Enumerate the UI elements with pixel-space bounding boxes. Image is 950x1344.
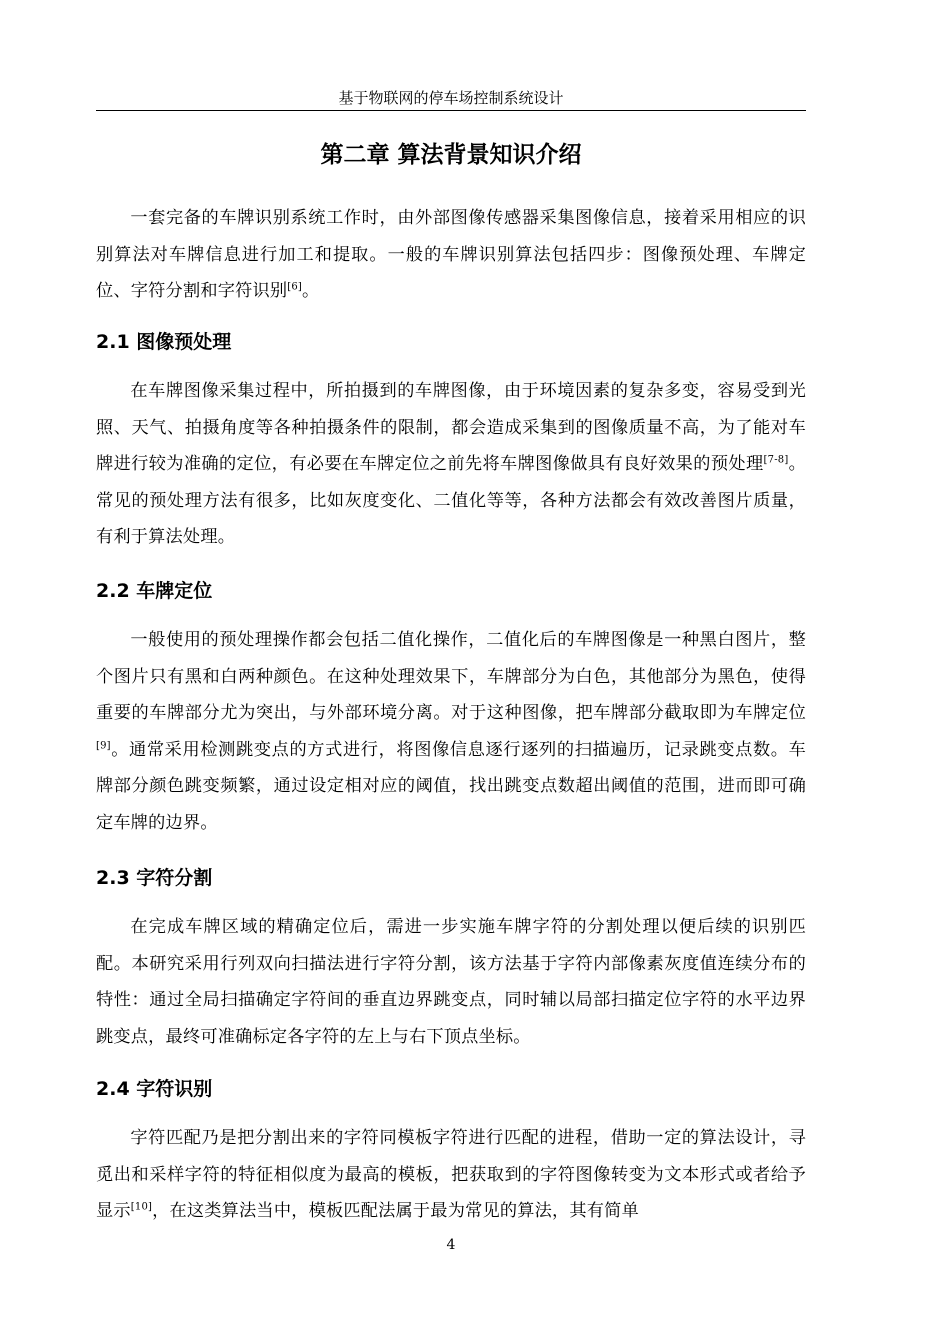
running-header: 基于物联网的停车场控制系统设计 [338,89,564,107]
paragraph-text: 在车牌图像采集过程中，所拍摄到的车牌图像，由于环境因素的复杂多变，容易受到光照、天气、拍摄角度等各种拍摄条件的限制，都会造成采集到的图像质量不高，为了能对车牌进行较为准确的定位，有必要在车牌定位之前先将车牌图像做具有良好效果的预处理 [96,381,806,474]
chapter-title: 第二章 算法背景知识介绍 [320,142,582,168]
intro-tail: 。 [302,281,320,301]
paragraph-text: 一般使用的预处理操作都会包括二值化操作，二值化后的车牌图像是一种黑白图片，整个图片只有黑和白两种颜色。在这种处理效果下，车牌部分为白色，其他部分为黑色，使得重要的车牌部分尤为突出，与外部环境分离。对于这种图像，把车牌部分截取即为车牌定位 [96,630,806,723]
paragraph-text: 在完成车牌区域的精确定位后，需进一步实施车牌字符的分割处理以便后续的识别匹配。本研究采用行列双向扫描法进行字符分割，该方法基于字符内部像素灰度值连续分布的特性：通过全局扫描确定字符间的垂直边界跳变点，同时辅以局部扫描定位字符的水平边界跳变点，最终可准确标定各字符的左上与右下顶点坐标。 [96,917,806,1047]
citation: [7-8] [763,454,789,466]
paragraph-tail: 。常见的预处理方法有很多，比如灰度变化、二值化等等，各种方法都会有效改善图片质量，有利于算法处理。 [96,454,807,547]
section-2-1-paragraph [96,373,806,556]
section-2-4-paragraph [96,1120,806,1230]
section-heading-2-4: 2.4 字符识别 [96,1078,213,1100]
section-heading-2-3: 2.3 字符分割 [96,867,213,889]
page-number: 4 [446,1237,456,1253]
paragraph-text: 字符匹配乃是把分割出来的字符同模板字符进行匹配的进程，借助一定的算法设计，寻觅出和采样字符的特征相似度为最高的模板，把获取到的字符图像转变为文本形式或者给予显示 [96,1128,806,1221]
intro-text: 一套完备的车牌识别系统工作时，由外部图像传感器采集图像信息，接着采用相应的识别算法对车牌信息进行加工和提取。一般的车牌识别算法包括四步：图像预处理、车牌定位、字符分割和字符识别 [96,208,806,301]
section-heading-2-1: 2.1 图像预处理 [96,331,232,353]
section-heading-2-2: 2.2 车牌定位 [96,580,213,602]
section-2-3-paragraph [96,909,806,1055]
header-rule [96,110,806,111]
citation: [10] [130,1201,153,1213]
section-2-2-paragraph [96,622,806,841]
paragraph-tail: 。通常采用检测跳变点的方式进行，将图像信息逐行逐列的扫描遍历，记录跳变点数。车牌部分颜色跳变频繁，通过设定相对应的阈值，找出跳变点数超出阈值的范围，进而即可确定车牌的边界。 [96,739,806,833]
citation: [6] [287,281,303,293]
citation: [9] [96,739,111,751]
paragraph-tail: ，在这类算法当中，模板匹配法属于最为常见的算法，其有简单 [152,1201,639,1221]
intro-paragraph [96,200,806,310]
